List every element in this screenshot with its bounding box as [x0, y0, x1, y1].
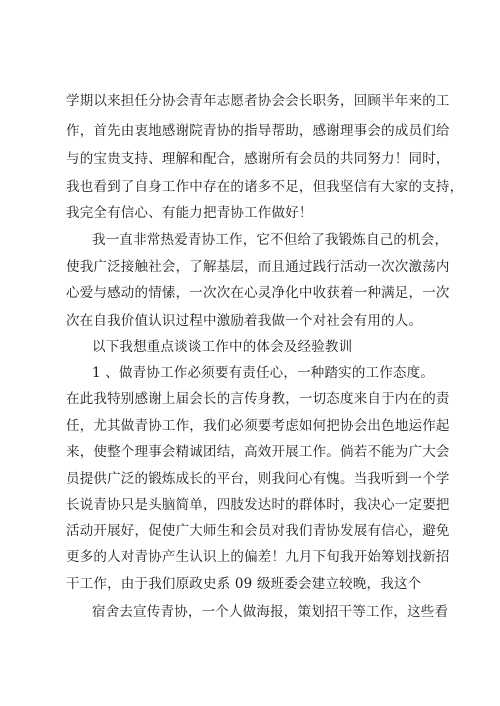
text-line: 在此我特别感谢上届会长的言传身教，一切态度来自于内在的责 [66, 391, 450, 407]
text-line: 员提供广泛的锻炼成长的平台，则我问心有愧。当我听到一个学 [66, 471, 450, 487]
text-line: 我也看到了自身工作中存在的诸多不足，但我坚信有大家的支持， [66, 179, 464, 195]
text-line: 我完全有信心、有能力把青协工作做好！ [66, 205, 313, 221]
text-line: 任，尤其做青协工作，我们必须要考虑如何把协会出色地运作起 [66, 418, 450, 434]
text-line: 使我广泛接触社会，了解基层，而且通过践行活动一次次激荡内 [66, 259, 450, 275]
text-line: 我一直非常热爱青协工作，它不但给了我锻炼自己的机会， [92, 232, 449, 248]
text-line: 长说青协只是头脑简单，四肢发达时的群体时，我决心一定要把 [66, 497, 450, 513]
text-line: 心爱与感动的情愫，一次次在心灵净化中收获着一种满足，一次 [66, 285, 450, 301]
text-line: 活动开展好，促使广大师生和会员对我们青协发展有信心，避免 [66, 523, 450, 539]
text-line: 学期以来担任分协会青年志愿者协会会长职务，回顾半年来的工 [66, 93, 450, 109]
text-line: 来，使整个理事会精诚团结，高效开展工作。倘若不能为广大会 [66, 444, 450, 460]
text-line: 作，首先由衷地感谢院青协的指导帮助，感谢理事会的成员们给 [66, 123, 450, 139]
text-line: 宿舍去宣传青协，一个人做海报，策划招干等工作，这些看 [92, 604, 449, 620]
text-line: 次在自我价值认识过程中激励着我做一个对社会有用的人。 [66, 313, 423, 329]
text-line: 1 、做青协工作必须要有责任心，一种踏实的工作态度。 [92, 365, 435, 381]
text-line: 干工作，由于我们原政史系 09 级班委会建立较晚，我这个 [66, 576, 422, 592]
text-line: 以下我想重点谈谈工作中的体会及经验教训 [92, 339, 353, 355]
text-line: 与的宝贵支持、理解和配合，感谢所有会员的共同努力！同时， [66, 151, 450, 167]
text-line: 更多的人对青协产生认识上的偏差！九月下旬我开始筹划找新招 [66, 549, 450, 565]
